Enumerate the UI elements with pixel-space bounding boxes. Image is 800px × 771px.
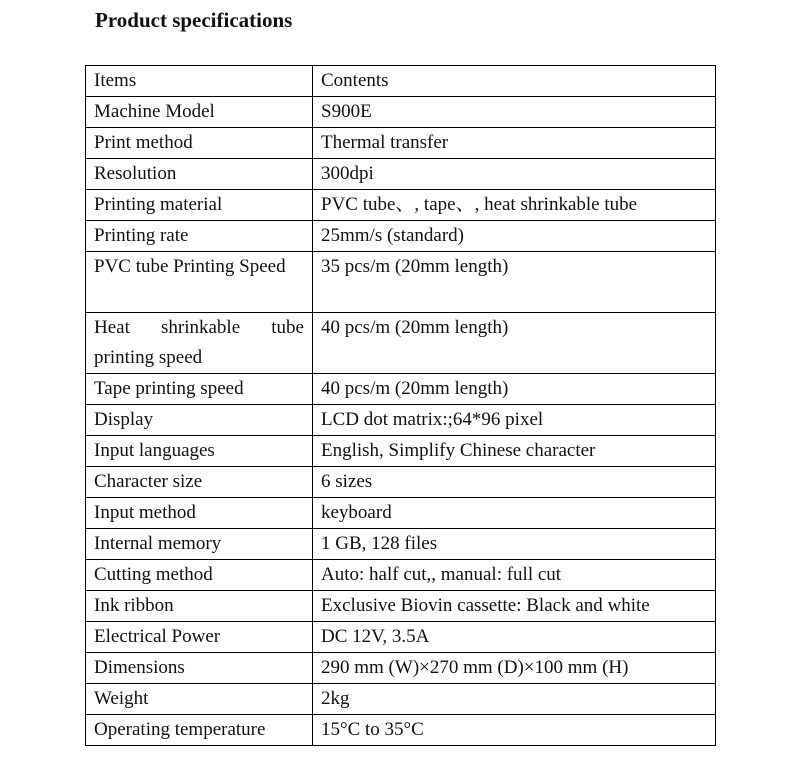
- table-row: [86, 684, 716, 715]
- spec-content: 40 pcs/m (20mm length): [313, 374, 716, 405]
- table-row: [86, 128, 716, 159]
- spec-content: 2kg: [313, 684, 716, 715]
- spec-item: PVC tube Printing Speed: [86, 252, 313, 313]
- spec-item: Tape printing speed: [86, 374, 313, 405]
- spec-item: Operating temperature: [86, 715, 313, 746]
- spec-item: Resolution: [86, 159, 313, 190]
- spec-content: Thermal transfer: [313, 128, 716, 159]
- spec-content: Auto: half cut,, manual: full cut: [313, 560, 716, 591]
- spec-content: keyboard: [313, 498, 716, 529]
- spec-item: Input languages: [86, 436, 313, 467]
- page-title: Product specifications: [95, 8, 293, 32]
- table-row: [86, 252, 716, 313]
- table-row: [86, 529, 716, 560]
- table-row: [86, 405, 716, 436]
- spec-item: Electrical Power: [86, 622, 313, 653]
- spec-item: Heat shrinkable tube printing speed: [86, 313, 313, 374]
- specifications-table: [85, 65, 716, 746]
- spec-content: Exclusive Biovin cassette: Black and white: [313, 591, 716, 622]
- spec-content: English, Simplify Chinese character: [313, 436, 716, 467]
- spec-content: 1 GB, 128 files: [313, 529, 716, 560]
- table-row: [86, 436, 716, 467]
- spec-item: Input method: [86, 498, 313, 529]
- table-row: [86, 97, 716, 128]
- table-row: [86, 374, 716, 405]
- spec-content: 6 sizes: [313, 467, 716, 498]
- spec-content: LCD dot matrix:;64*96 pixel: [313, 405, 716, 436]
- spec-item: Ink ribbon: [86, 591, 313, 622]
- table-row: [86, 159, 716, 190]
- spec-content: 290 mm (W)×270 mm (D)×100 mm (H): [313, 653, 716, 684]
- spec-item: Print method: [86, 128, 313, 159]
- spec-content: PVC tube、, tape、, heat shrinkable tube: [313, 190, 716, 221]
- spec-content: DC 12V, 3.5A: [313, 622, 716, 653]
- spec-content: 15°C to 35°C: [313, 715, 716, 746]
- spec-content: 300dpi: [313, 159, 716, 190]
- spec-item: Printing material: [86, 190, 313, 221]
- spec-content: 40 pcs/m (20mm length): [313, 313, 716, 374]
- table-row: [86, 591, 716, 622]
- spec-item: Weight: [86, 684, 313, 715]
- table-row: [86, 498, 716, 529]
- spec-item: Internal memory: [86, 529, 313, 560]
- table-row: [86, 715, 716, 746]
- spec-content: 35 pcs/m (20mm length): [313, 252, 716, 313]
- table-row: [86, 313, 716, 374]
- table-row: [86, 622, 716, 653]
- table-row: [86, 467, 716, 498]
- spec-content: 25mm/s (standard): [313, 221, 716, 252]
- table-header-row: [86, 66, 716, 97]
- spec-item: Machine Model: [86, 97, 313, 128]
- spec-item: Display: [86, 405, 313, 436]
- spec-item: Printing rate: [86, 221, 313, 252]
- spec-item: Character size: [86, 467, 313, 498]
- spec-item: Cutting method: [86, 560, 313, 591]
- table-row: [86, 560, 716, 591]
- table-row: [86, 221, 716, 252]
- spec-content: S900E: [313, 97, 716, 128]
- spec-item: Dimensions: [86, 653, 313, 684]
- column-header-contents: Contents: [313, 66, 716, 97]
- table-row: [86, 190, 716, 221]
- table-row: [86, 653, 716, 684]
- column-header-items: Items: [86, 66, 313, 97]
